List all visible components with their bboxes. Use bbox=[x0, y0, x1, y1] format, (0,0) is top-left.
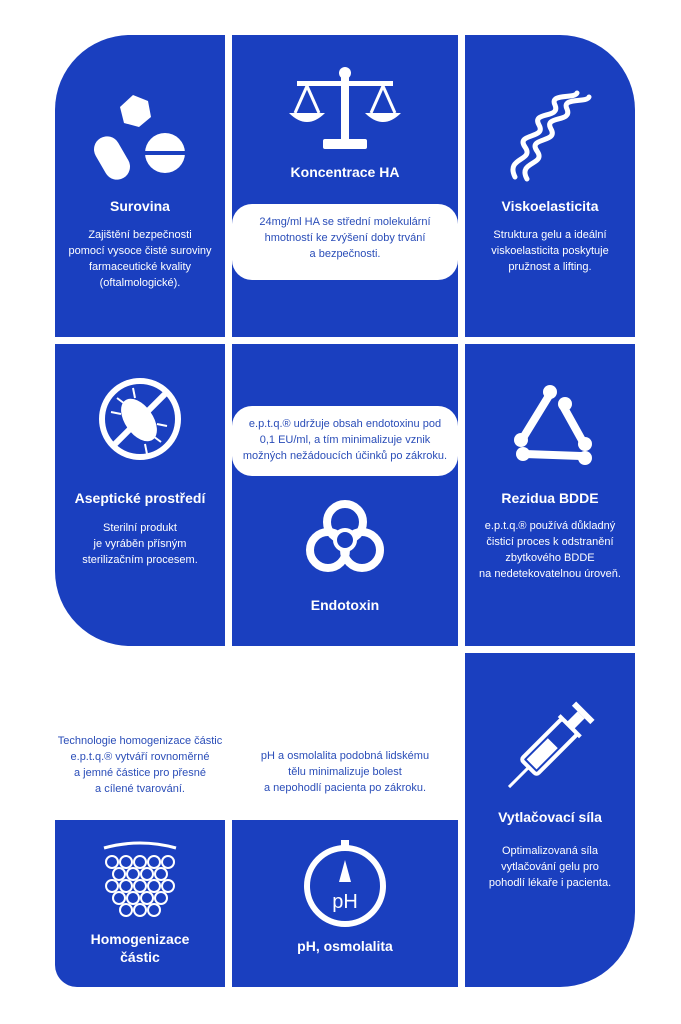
tile-asepticke bbox=[55, 344, 225, 646]
tile-description: Sterilní produkt je vyráběn přísným sterilizačním procesem. bbox=[82, 522, 198, 566]
biohazard-icon bbox=[300, 494, 390, 584]
tile-homogenizace bbox=[55, 820, 225, 987]
no-bacteria-icon bbox=[95, 374, 185, 464]
tile-title: Viskoelasticita bbox=[501, 198, 599, 214]
tile-viskoelasticita bbox=[465, 35, 635, 337]
tile-rezidua bbox=[465, 344, 635, 646]
tile-title: Rezidua BDDE bbox=[501, 490, 599, 506]
tile-koncentrace bbox=[232, 35, 458, 337]
tile-description: Optimalizovaná síla vytlačování gelu pro pohodlí lékaře i pacienta. bbox=[488, 845, 612, 889]
tile-endotoxin bbox=[232, 344, 458, 646]
particles-icon bbox=[100, 840, 180, 920]
info-text-homogenizace: Technologie homogenizace částic e.p.t.q.® vytváří rovnoměrné a jemné částice pro přesné a cílené tvarování. bbox=[57, 735, 223, 795]
tile-ph bbox=[232, 820, 458, 987]
tile-title: Homogenizace částic bbox=[90, 931, 190, 965]
tile-title: pH, osmolalita bbox=[297, 938, 393, 954]
tile-title: Vytlačovací síla bbox=[498, 809, 602, 825]
tile-description: Zajištění bezpečnosti pomocí vysoce čisté suroviny farmaceutické kvality (oftalmologické). bbox=[68, 229, 212, 289]
syringe-icon bbox=[490, 691, 610, 801]
svg-text:pH: pH bbox=[332, 891, 358, 913]
info-bubble-koncentrace: 24mg/ml HA se střední molekulární hmotností ke zvýšení doby trvání a bezpečnosti. bbox=[232, 204, 458, 280]
scale-icon bbox=[285, 65, 405, 155]
ph-gauge-icon bbox=[300, 838, 390, 928]
tile-vytlacovaci bbox=[465, 653, 635, 987]
tile-description: e.p.t.q.® používá důkladný čisticí proces k odstranění zbytkového BDDE na nedetekovatelnou úroveň. bbox=[479, 520, 621, 580]
spring-icon bbox=[495, 87, 605, 187]
tile-title: Surovina bbox=[110, 198, 170, 214]
info-bubble-ph: pH a osmolalita podobná lidskému tělu minimalizuje bolest a nepohodlí pacienta po zákroku. bbox=[232, 740, 458, 816]
tile-title: Koncentrace HA bbox=[290, 164, 400, 180]
tile-description: Struktura gelu a ideální viskoelasticita poskytuje pružnost a lifting. bbox=[491, 229, 609, 273]
pills-icon bbox=[93, 93, 193, 183]
info-bubble-endotoxin: e.p.t.q.® udržuje obsah endotoxinu pod 0,1 EU/ml, a tím minimalizuje vznik možných nežádoucích účinků po zákroku. bbox=[232, 406, 458, 476]
tile-title: Endotoxin bbox=[310, 597, 380, 613]
tile-title: Aseptické prostředí bbox=[74, 490, 206, 506]
molecule-triangle-icon bbox=[495, 382, 605, 472]
tile-surovina bbox=[55, 35, 225, 337]
